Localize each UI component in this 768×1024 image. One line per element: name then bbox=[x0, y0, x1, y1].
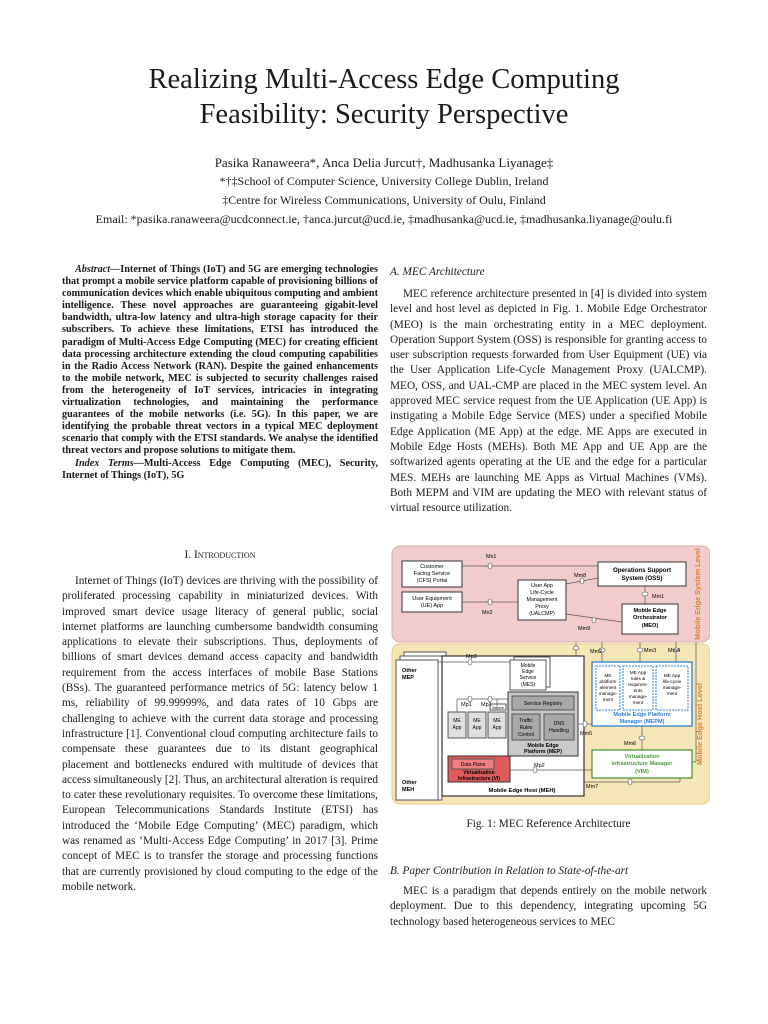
meo-line-2: Orchestrator bbox=[633, 615, 667, 621]
ue-line-2: (UE) App bbox=[420, 603, 444, 609]
mep-line-1: Mobile Edge bbox=[527, 743, 559, 749]
affiliation-2: ‡Centre for Wireless Communications, University of Oulu, Finland bbox=[222, 193, 546, 207]
ref-mp1-b: Mp1 bbox=[481, 702, 492, 708]
introduction-body bbox=[62, 574, 378, 895]
ue-line-1: User Equipment bbox=[412, 596, 452, 602]
oss-box bbox=[598, 562, 686, 586]
paper-contribution-body bbox=[390, 884, 707, 930]
paper-title bbox=[0, 62, 768, 132]
intro-heading-text: Introduction bbox=[193, 549, 256, 561]
ualcmp-line-4: Proxy bbox=[535, 604, 549, 610]
ref-mm8: Mm8 bbox=[574, 573, 587, 579]
intro-heading-number: I. bbox=[184, 549, 192, 561]
ref-mm1: Mm1 bbox=[652, 594, 665, 600]
me-app-3-line-1: ME bbox=[493, 718, 501, 724]
ref-mm5: Mm5 bbox=[580, 731, 593, 737]
ref-mm2: Mm2 bbox=[590, 649, 603, 655]
traffic-line-2: Rules bbox=[519, 725, 533, 731]
ref-mp3: Mp3 bbox=[466, 654, 477, 660]
intro-paragraph: Internet of Things (IoT) devices are thriving with the possibility of proliferated processing capability in miniaturized devices. With improved smart device usage literacy of general public, social internet platforms are launching cumbersome bandwidth consuming applications to elevate their subscriptions. Thus, deployments of billions of smart devices demand access capacity and bandwidth requirement from the access interfaces of mobile Base Stations (BSs). The guaranteed performance metrics of 5G: latency below 1 ms, reliability of 99.99999%, and data rates of 10 Gbps are challenging to achieve with the current data storage and processing infrastructure [1]. Conventional cloud computing architecture fails to compensate these guarantees due to its distant geographical placement and bottlenecks endured with multitude of devices that access simultaneously [2]. Thus, an architectural alteration is required to cater these revolutionary requisites. To overcome these limitations, European Telecommunications Standards Institute (ETSI) has introduced the ‘Mobile Edge Computing’ (MEC) paradigm, which was renamed as ‘Multi-Access Edge Computing’ in 2017 [3]. Prime concept of MEC is to transfer the storage and processing functions that are currently provisioned by cloud computing to the edge of the mobile network. bbox=[62, 575, 378, 893]
mes-line-2: Edge bbox=[522, 669, 534, 675]
mepm-p1-l3: element bbox=[599, 685, 617, 690]
mes-line-3: Service bbox=[519, 675, 537, 681]
other-mep-line-2: MEP bbox=[402, 675, 414, 681]
ref-mm7: Mm7 bbox=[586, 784, 599, 790]
mepm-p2-l6: ment bbox=[632, 700, 644, 705]
paper-contribution-heading bbox=[390, 864, 707, 879]
index-terms-text: —Multi-Access Edge Computing (MEC), Security, Internet of Things (IoT), 5G bbox=[62, 457, 378, 481]
mepm-p1-l1: ME bbox=[604, 673, 612, 678]
mec-architecture-heading bbox=[390, 265, 707, 280]
mec-arch-heading: A. MEC Architecture bbox=[390, 266, 485, 278]
ualcmp-line-2: Life-Cycle bbox=[530, 590, 554, 596]
meo-line-3: (MEO) bbox=[641, 623, 659, 629]
traffic-line-3: Control bbox=[517, 732, 535, 738]
mepm-p2-l1: ME App bbox=[629, 670, 647, 675]
mepm-p3-l3: manage- bbox=[662, 685, 682, 690]
mec-architecture-body bbox=[390, 287, 707, 516]
other-meh-box bbox=[396, 660, 438, 800]
title-line-2: Feasibility: Security Perspective bbox=[199, 99, 569, 130]
mepm-p1-l5: ment bbox=[602, 697, 614, 702]
ref-mm9: Mm9 bbox=[578, 626, 591, 632]
traffic-line-1: Traffic bbox=[519, 718, 533, 724]
authors: Pasika Ranaweera*, Anca Delia Jurcut†, Madhusanka Liyanage‡ bbox=[214, 155, 554, 170]
oss-line-2: System (OSS) bbox=[621, 575, 663, 582]
me-app-2-line-2: App bbox=[472, 725, 482, 731]
mepm-p2-l5: manage- bbox=[628, 694, 648, 699]
mes-line-4: (MES) bbox=[520, 682, 536, 688]
abstract-text: —Internet of Things (IoT) and 5G are emerging technologies that prompt a mobile service platform capable of provisioning billions of communication devices which enable ubiquitous computing and ambient intelligence. These novel approaches are guaranteeing gigabit-level bandwidth, ultra-low latency and ultra-high storage capacity for their subscribers. To achieve these limitations, ETSI has introduced the paradigm of Multi-Access Edge Computing (MEC) for creating efficient data processing architecture extending the cloud computing capabilities in the Radio Access Network (RAN). Despite the gained enhancements to the mobile network, MEC is subjected to security challenges raised from the heterogeneity of IoT services, intricacies in integrating virtualization technologies, and maintaining the performance guarantees of the mobile networks (i.e. 5G). In this paper, we are identifying the probable threat vectors in a typical MEC deployment scenario that comply with the ETSI standards. We analyse the identified threat vectors and propose solutions to mitigate them. bbox=[62, 264, 378, 457]
vi-line-1: Virtualization bbox=[463, 770, 495, 776]
mepm-label-1: Mobile Edge Platform bbox=[613, 712, 671, 718]
ref-mp1-a: Mp1 bbox=[461, 702, 472, 708]
mepm-p3-l4: ment bbox=[666, 691, 678, 696]
host-level-label: Mobile Edge Host Level bbox=[695, 683, 704, 765]
ref-mm3: Mm3 bbox=[644, 648, 657, 654]
mec-reference-architecture-figure bbox=[390, 544, 710, 806]
ualcmp-line-3: Management bbox=[526, 597, 558, 603]
ref-mm6: Mm6 bbox=[624, 741, 637, 747]
mepm-p1-l2: platform bbox=[599, 679, 617, 684]
mepm-p3-l1: ME App bbox=[663, 673, 681, 678]
meo-line-1: Mobile Edge bbox=[633, 608, 667, 614]
ue-app-box bbox=[402, 592, 462, 612]
index-terms-label: Index Terms bbox=[75, 457, 134, 469]
email: Email: *pasika.ranaweera@ucdconnect.ie, †anca.jurcut@ucd.ie, ‡madhusanka@ucd.ie, ‡madhusanka.liyanage@oulu.fi bbox=[95, 212, 673, 226]
vim-line-2: Infrastructure Manager bbox=[611, 761, 673, 767]
mes-line-1: Mobile bbox=[520, 663, 536, 669]
figure-caption: Fig. 1: MEC Reference Architecture bbox=[466, 818, 631, 830]
vim-line-3: (VIM) bbox=[635, 769, 649, 775]
meh-label: Mobile Edge Host (MEH) bbox=[488, 788, 556, 794]
mepm-p3-l2: life-cycle bbox=[662, 679, 682, 684]
mepm-p1-l4: manage- bbox=[598, 691, 618, 696]
title-line-1: Realizing Multi-Access Edge Computing bbox=[148, 64, 620, 95]
abstract bbox=[62, 264, 378, 482]
ualcmp-line-5: (UALCMP) bbox=[529, 611, 555, 617]
service-tag: Service bbox=[492, 706, 504, 710]
ref-mm4: Mm4 bbox=[668, 648, 681, 654]
mepm-p2-l3: requirem- bbox=[627, 682, 649, 687]
ref-mx2: Mx2 bbox=[482, 610, 493, 616]
cfs-line-3: (CFS) Portal bbox=[416, 578, 448, 584]
mepm-label-2: Manager (MEPM) bbox=[619, 719, 665, 725]
ref-mp2: Mp2 bbox=[534, 763, 545, 769]
ref-mx1: Mx1 bbox=[486, 554, 497, 560]
mep-line-2: Platform (MEP) bbox=[524, 749, 562, 755]
me-app-2-line-1: ME bbox=[473, 718, 481, 724]
oss-line-1: Operations Support bbox=[612, 567, 672, 574]
vi-line-2: Infrastructure (VI) bbox=[458, 776, 500, 782]
other-meh-line-1: Other bbox=[402, 780, 417, 786]
mec-arch-paragraph: MEC reference architecture presented in [4] is divided into system level and host level as depicted in Fig. 1. Mobile Edge Orchestrator (MEO) is the main orchestrating entity in a MEC deployment. Operation Support System (OSS) is responsible for granting access to user subscription requests forwarded from User Equipment (UE) via the User Application Life-Cycle Management Proxy (UALCMP). MEO, OSS, and UAL-CMP are placed in the MEC system level. An approved MEC service request from the UE Application (UE App) is instigating a Mobile Edge Service (MES) under a specified Mobile Edge Application (ME App) at the edge. ME Apps are executed in Mobile Edge Hosts (MEHs). Both ME App and UE App are the softwarized agents operating at the UE and the edge for a particular MES. MEHs are launching ME Apps as Virtual Machines (VMs). Both MEPM and VIM are updating the MEO with relevant status of virtual resource utilization. bbox=[390, 288, 707, 515]
mepm-p2-l2: rules & bbox=[630, 676, 646, 681]
me-app-3-line-2: App bbox=[492, 725, 502, 731]
system-level-label: Mobile Edge System Level bbox=[693, 548, 702, 640]
dns-box bbox=[544, 714, 574, 740]
author-block bbox=[0, 153, 768, 229]
ualcmp-line-1: User App bbox=[531, 583, 553, 589]
other-mep-line-1: Other bbox=[402, 668, 417, 674]
data-plane-label: Data Plane bbox=[460, 762, 486, 768]
vim-line-1: Virtualization bbox=[624, 754, 660, 760]
other-meh-line-2: MEH bbox=[402, 787, 415, 793]
introduction-heading bbox=[62, 548, 378, 563]
cfs-line-2: Facing Service bbox=[413, 571, 451, 577]
contribution-paragraph: MEC is a paradigm that depends entirely on the mobile network deployment. Due to this dependency, integrating upcoming 5G technology based heterogeneous services to MEC bbox=[390, 885, 707, 928]
dns-line-2: Handling bbox=[549, 728, 569, 734]
dns-line-1: DNS bbox=[553, 721, 565, 727]
mepm-p2-l4: ents bbox=[633, 688, 643, 693]
service-registry-label: Service Registry bbox=[523, 701, 563, 707]
abstract-label: Abstract bbox=[75, 264, 111, 275]
contribution-heading: B. Paper Contribution in Relation to State-of-the-art bbox=[390, 865, 629, 877]
cfs-line-1: Customer bbox=[420, 564, 444, 570]
architecture-diagram bbox=[390, 544, 710, 806]
me-app-1-line-1: ME bbox=[453, 718, 461, 724]
affiliation-1: *†‡School of Computer Science, University College Dublin, Ireland bbox=[219, 174, 549, 188]
me-app-1-line-2: App bbox=[452, 725, 462, 731]
